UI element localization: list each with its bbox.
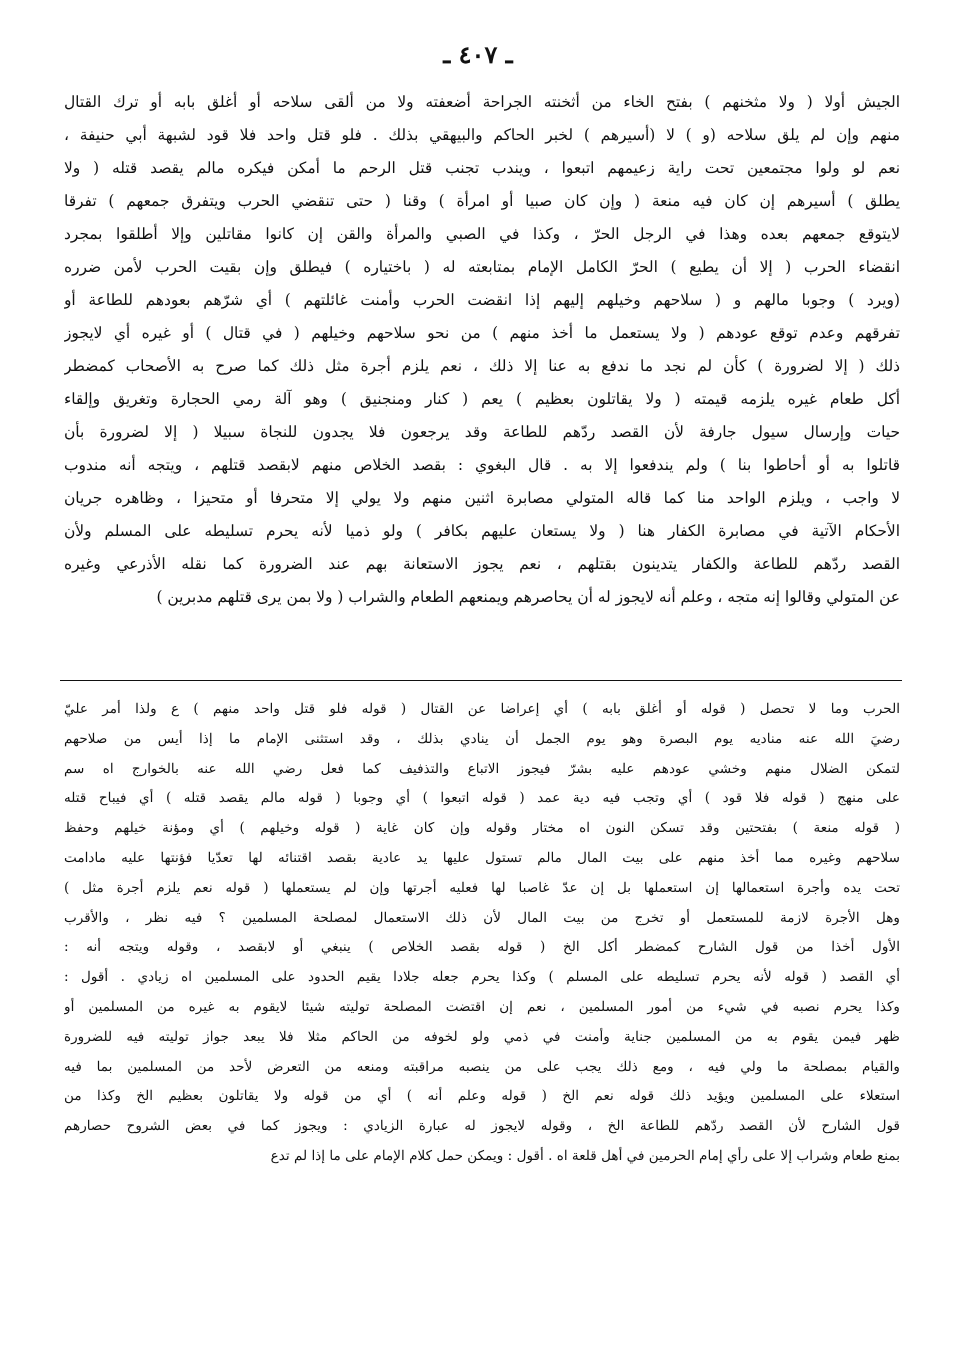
footnote-line: وهل الأجرة لازمة للمستعمل أو تخرج من بيت المال لأن ذلك الاستعمال لمصلحة المسلمين ؟ فيه نظر ، والأقرب — [64, 909, 900, 926]
footnote-line: الأول أخذا من قول الشارح كمضطر أكل الخ ( قوله بقصد الخلاص ) ينبغي أو لابقصد ، وقوله ويتجه أنه : — [64, 939, 900, 956]
main-text-line: نعم لو ولوا مجتمعين تحت راية زعيمهم اتبعوا ، ويندب تجنب قتل الرحم ما أمكن فيكره مالم يقصد قتله ( ولا — [64, 159, 900, 177]
footnote-line: ( قوله منعة ) بفتحتين وقد تسكن النون اه مختار وقوله وإن كان غاية ( قوله وخيلهم ) أي ومؤنة خيلهم وحفظ — [64, 820, 900, 837]
footnote-line: رضيَ الله عنه مناديه يوم البصرة وهو يوم الجمل أن ينادي بذلك ، وقد استثنى الإمام ما إذا أيس من صلاحهم — [64, 730, 900, 747]
main-text-line: تفرقهم وعدم توقع عودهم ( ولا يستعمل ما أخذ منهم ) من نحو سلاحهم وخيلهم ( في قتال ) أو غيره أي لايجوز — [64, 324, 900, 342]
main-text-line: (ويرد ) وجوبا مالهم و ( سلاحهم وخيلهم إليهم إذا انقضت الحرب وأمنت غائلتهم ) أي شرّهم بعودهم للطاعة أو — [64, 291, 900, 309]
footnote-line: والقيام بمصلحة ما ولي فيه ، ومع ذلك يجب على من ينصبه مراقبته ومنعه من التعرض لأحد من المسلمين بما فيه — [64, 1058, 900, 1075]
footnote-line: وكذا يحرم نصبه في شيء من أمور المسلمين ، نعم إن اقتضت المصلحة توليته شيئا لايقوم به غيره من المسلمين أو — [64, 998, 900, 1015]
main-text-line: عن المتولي وقالوا إنه متجه ، وعلم أنه لايجوز له أن يحاصرهم ويمنعهم الطعام والشراب ( ولا بمن يرى قتلهم مدبرين ) — [156, 588, 900, 606]
main-text-line: أكل طعام غيره يلزمه قيمته ( ولا يقاتلون بعظيم ) يعم ( كنار ومنجنيق ) وهو آلة رمي الحجارة وتغريق وإلقاء — [64, 390, 900, 408]
main-text-line: الجيش أولا ( ولا مثخنهم ) بفتح الخاء من أثخنته الجراحة أضعفته ولا من ألقى سلاحه أو أغلق بابه أو ترك القتال — [64, 93, 900, 111]
footnote-line: بمنع طعام وشراب إلا على رأي إمام الحرمين في أهل قلعة اه . أقول : ويمكن حمل كلام الإمام على ما إذا لم تدع — [270, 1147, 900, 1164]
footnote-line: استعلاء على المسلمين ويؤيد ذلك قوله نعم الخ ( قوله وعلم أنه ) أي من قوله ولا يقاتلون بعظيم الخ وكذا من — [64, 1088, 900, 1105]
main-text-block — [64, 86, 900, 614]
main-text-line: الأحكام الآتية في مصابرة الكفار هنا ( ولا يستعان عليهم بكافر ) ولو ذميا لأنه يحرم تسليطه على المسلم ولأن — [64, 522, 900, 540]
footnotes-block — [64, 695, 900, 1172]
main-text-line: منهم وإن لم يلق سلاحه (و ) لا (أسيرهم ) لخبر الحاكم والبيهقي بذلك . فلو قتل واحد فلا قود لشبهة أبي حنيفة ، — [64, 126, 900, 144]
main-text-line: حيات وإرسال سيول جارفة لأن القصد ردّهم للطاعة وقد يرجعون فلا يجدون للنجاة سبيلا ( إلا لضرورة بأن — [64, 423, 900, 441]
footnote-line: ظهر فيمن يقوم به من المسلمين جناية وأمنت في ذمي ولو لخوفه من الحاكم مثلا فلا يبعد جواز توليته فيه للضرورة — [64, 1028, 900, 1045]
footnote-line: سلاحهم وغيره مما أخذ منهم على بيت المال مالم تستول عليها يد عادية بقصد اقتنائه لها تعدّيا فؤنتها عليه مادامت — [64, 849, 900, 866]
main-text-line: القصد ردّهم للطاعة والكفار يتدينون بقتلهم ، نعم يجوز الاستعانة بهم عند الضرورة كما نقله الأذرعي وغيره — [64, 555, 900, 573]
main-text-line: لايتوقع جمعهم بعده وهذا في الرجل الحرّ ، وكذا في الصبي والمرأة والقن إن كانوا مقاتلين وإلا أطلقوا بمجرد — [64, 225, 900, 243]
main-text-line: قاتلوا به أو أحاطوا بنا ) ولم يندفعوا إلا به . قال البغوي : بقصد الخلاص منهم لابقصد قتلهم ، ويتجه أنه مندوب — [64, 456, 900, 474]
page-number: ـ ٤٠٧ ـ — [443, 40, 513, 69]
main-text-line: يطلق ) أسيرهم إن كان فيه منعة ( وإن كان صبيا أو امرأة ) وقنا ( حتى تنقضي الحرب ويتفرق جمعهم ) تفرقا — [64, 192, 900, 210]
footnote-line: قول الشارح لأن القصد ردّهم للطاعة الخ ، وقوله لايجوز له عبارة الزيادي : ويجوز كما في بعض الشروح حصارهم — [64, 1118, 900, 1135]
footnote-line: على منهج ( قوله فلا قود ) أي وتجب فيه دية عمد ( قوله اتبعوا ) أي وجوبا ( قوله مالم يقصد قتله ) أي فيباح قتله — [64, 790, 900, 807]
main-text-line: انقضاء الحرب ( إلا أن يطيع ) الحرّ الكامل الإمام بمتابعته له ( باختياره ) فيطلق وإن بقيت الحرب لأمن ضرره — [64, 258, 900, 276]
footnote-line: الحرب وما لا تحصل ( قوله أو أغلق بابه ) أي إعراضا عن القتال ( قوله فلو قتل واحد منهم ) ع ولذا أمر عليّ — [64, 701, 900, 717]
footnote-separator — [60, 680, 902, 681]
footnote-line: تحت يده وأجرة استعمالها إن استعملها بل إن عدّ غاصبا لها فعليه أجرتها وإن لم يستعملها ( قوله نعم يلزم أجرة مثل ) — [64, 879, 900, 896]
footnote-line: أي القصد ( قوله لأنه يحرم تسليطه على المسلم ) وكذا يحرم جعله جلادا يقيم الحدود على المسلمين اه زيادي . أقول : — [64, 969, 900, 986]
footnote-line: لتمكن الضلال منهم وخشي عودهم عليه بشرّ فيجوز الاتباع والتذفيف كما فعل رضي الله عنه بالخوارج اه سم — [64, 760, 900, 777]
main-text-line: ذلك ( إلا لضرورة ) كأن لم نجد ما ندفع به عنا إلا ذلك ، نعم يلزم أجرة مثل ذلك كما صرح به الأصحاب كمضطر — [64, 357, 900, 375]
main-text-line: لا واجب ، ويلزم الواحد منا كما قاله المتولي مصابرة اثنين منهم ولا يولي إلا متحرفا أو متحيزا ، وظاهره جريان — [64, 489, 900, 507]
